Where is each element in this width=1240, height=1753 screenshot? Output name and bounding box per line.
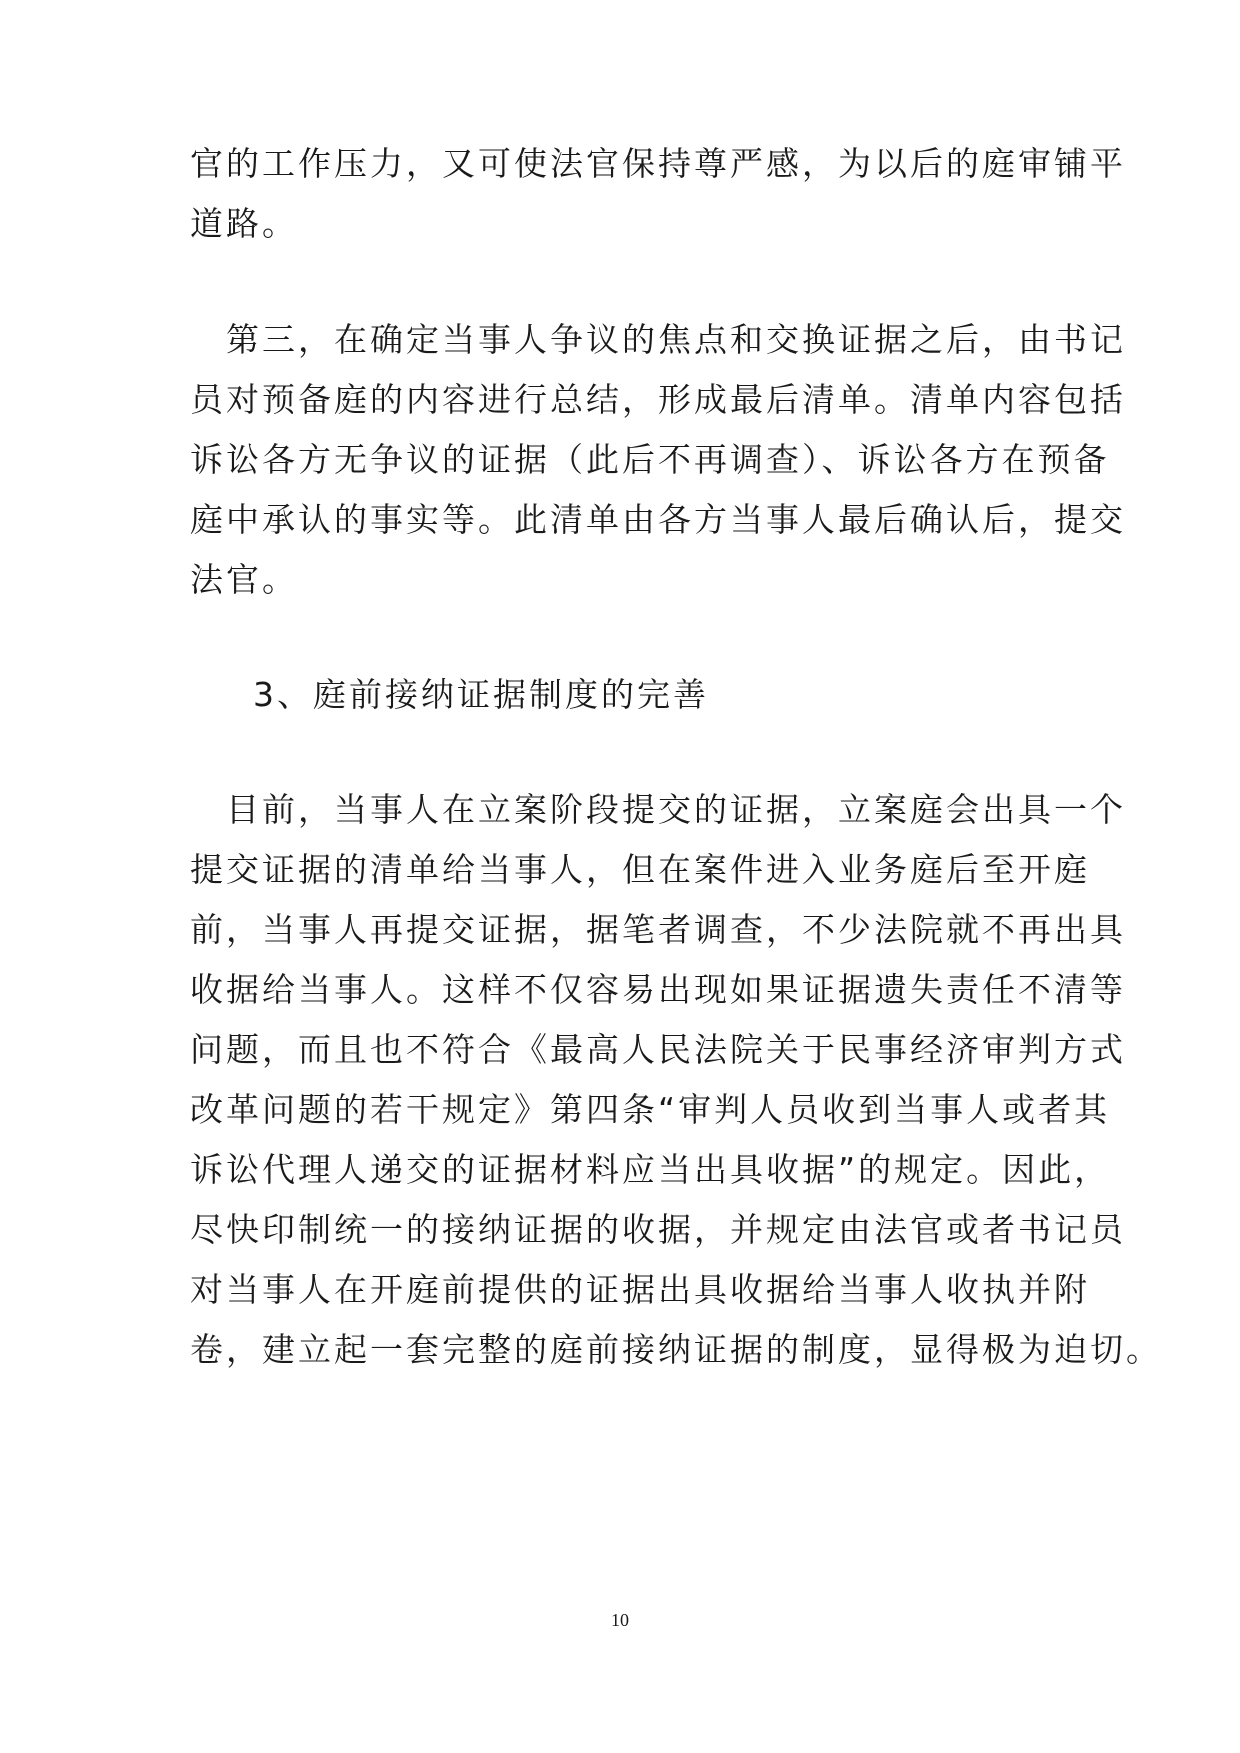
paragraph-1-line-1: 官的工作压力，又可使法官保持尊严感，为以后的庭审铺平 bbox=[190, 144, 1126, 183]
paragraph-3-line-2: 提交证据的清单给当事人，但在案件进入业务庭后至开庭 bbox=[190, 850, 1090, 889]
paragraph-2-line-1: 第三，在确定当事人争议的焦点和交换证据之后，由书记 bbox=[226, 320, 1126, 359]
paragraph-3-line-7: 诉讼代理人递交的证据材料应当出具收据”的规定。因此， bbox=[190, 1150, 1111, 1189]
page-number: 10 bbox=[611, 1610, 629, 1630]
paragraph-2-line-5: 法官。 bbox=[190, 560, 298, 599]
paragraph-3-line-9: 对当事人在开庭前提供的证据出具收据给当事人收执并附 bbox=[190, 1270, 1090, 1309]
paragraph-2-line-2: 员对预备庭的内容进行总结，形成最后清单。清单内容包括 bbox=[190, 380, 1126, 419]
paragraph-3-line-4: 收据给当事人。这样不仅容易出现如果证据遗失责任不清等 bbox=[190, 970, 1126, 1009]
paragraph-2-line-3: 诉讼各方无争议的证据（此后不再调查）、诉讼各方在预备 bbox=[190, 440, 1110, 479]
paragraph-3-line-6: 改革问题的若干规定》第四条“审判人员收到当事人或者其 bbox=[190, 1090, 1111, 1129]
paragraph-3-line-8: 尽快印制统一的接纳证据的收据，并规定由法官或者书记员 bbox=[190, 1210, 1126, 1249]
paragraph-2-line-4: 庭中承认的事实等。此清单由各方当事人最后确认后，提交 bbox=[190, 500, 1126, 539]
paragraph-3-line-1: 目前，当事人在立案阶段提交的证据，立案庭会出具一个 bbox=[226, 790, 1126, 829]
paragraph-3-line-5: 问题，而且也不符合《最高人民法院关于民事经济审判方式 bbox=[190, 1030, 1126, 1069]
paragraph-3-line-3: 前，当事人再提交证据，据笔者调查，不少法院就不再出具 bbox=[190, 910, 1126, 949]
section-heading: 3、庭前接纳证据制度的完善 bbox=[253, 675, 709, 714]
paragraph-1-line-2: 道路。 bbox=[190, 204, 298, 243]
paragraph-3-line-10: 卷，建立起一套完整的庭前接纳证据的制度，显得极为迫切。 bbox=[190, 1330, 1162, 1369]
